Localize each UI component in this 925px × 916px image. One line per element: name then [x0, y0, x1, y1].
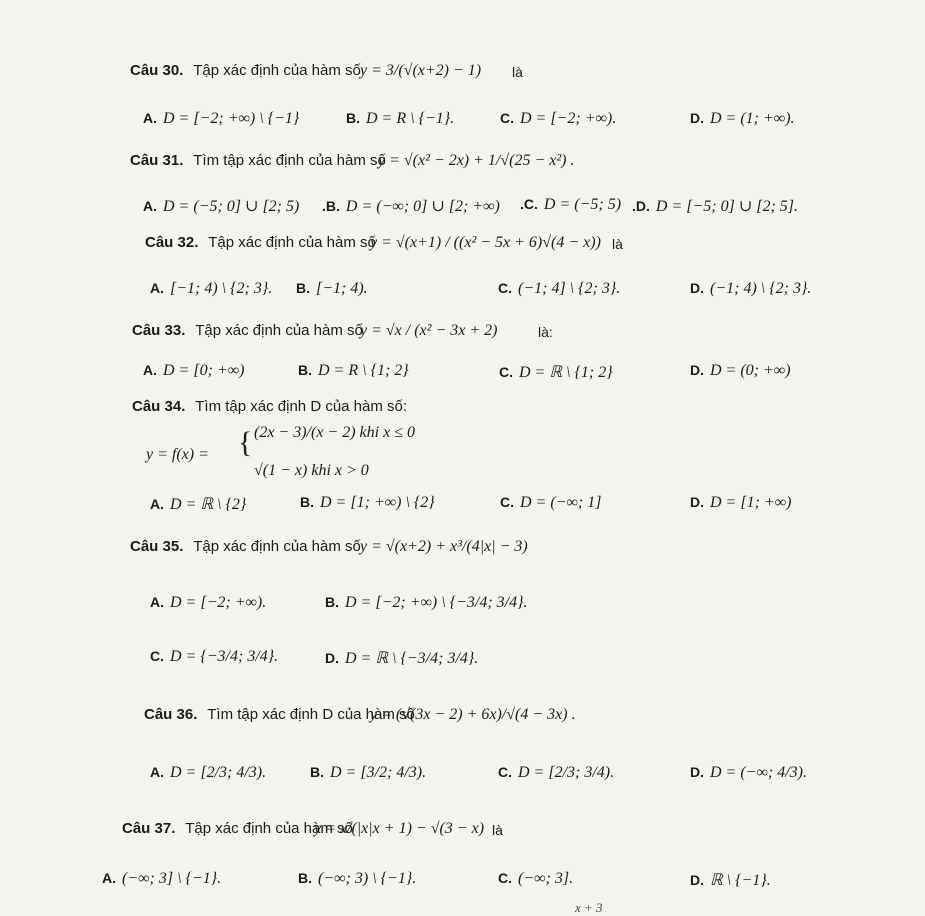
option-c[interactable]: C. D = [2/3; 3/4). — [498, 764, 615, 781]
option-d[interactable]: D. D = (1; +∞). — [690, 110, 795, 127]
option-c[interactable]: C. D = [−2; +∞). — [500, 110, 617, 127]
option-a[interactable]: A. [−1; 4) \ {2; 3}. — [150, 280, 273, 297]
option-a[interactable]: A. D = ℝ \ {2} — [150, 496, 247, 513]
option-a[interactable]: A. D = [0; +∞) — [143, 362, 245, 379]
option-b[interactable]: B. D = [3/2; 4/3). — [310, 764, 427, 781]
question-stem: Tập xác định của hàm số — [195, 322, 363, 339]
cut-off-fragment: x + 3 — [575, 900, 603, 915]
question-stem: Tập xác định của hàm số — [193, 62, 361, 79]
option-c[interactable]: C. (−1; 4] \ {2; 3}. — [498, 280, 621, 297]
option-b[interactable]: B. [−1; 4). — [296, 280, 368, 297]
question-formula: y = x/(|x|x + 1) − √(3 − x) — [314, 820, 485, 837]
question-formula: y = √(x+1) / ((x² − 5x + 6)√(4 − x)) — [370, 234, 601, 251]
piecewise-case-2: √(1 − x) khi x > 0 — [254, 462, 369, 479]
question-stem: Tập xác định của hàm số — [208, 234, 376, 251]
question-stem: Tìm tập xác định của hàm số — [193, 152, 386, 169]
option-b[interactable]: B. D = R \ {−1}. — [346, 110, 455, 127]
question-number: Câu 37. — [122, 820, 176, 837]
option-b[interactable]: .B. D = (−∞; 0] ∪ [2; +∞) — [322, 198, 500, 215]
piecewise-case-1: (2x − 3)/(x − 2) khi x ≤ 0 — [254, 424, 415, 441]
option-d[interactable]: D. D = ℝ \ {−3/4; 3/4}. — [325, 650, 479, 667]
option-c[interactable]: C. D = {−3/4; 3/4}. — [150, 648, 279, 665]
option-b[interactable]: B. D = [1; +∞) \ {2} — [300, 494, 435, 511]
question-formula: y = 3/(√(x+2) − 1) — [360, 62, 482, 79]
question-tail: là — [612, 236, 623, 252]
question-number: Câu 32. — [145, 234, 199, 251]
option-d[interactable]: .D. D = [−5; 0] ∪ [2; 5]. — [632, 198, 799, 215]
question-number: Câu 31. — [130, 152, 184, 169]
option-d[interactable]: D. ℝ \ {−1}. — [690, 872, 771, 889]
option-d[interactable]: D. D = [1; +∞) — [690, 494, 792, 511]
question-formula: y = √x / (x² − 3x + 2) — [360, 322, 498, 339]
option-a[interactable]: A. (−∞; 3] \ {−1}. — [102, 870, 222, 887]
option-a[interactable]: A. D = [−2; +∞). — [150, 594, 267, 611]
option-c[interactable]: C. (−∞; 3]. — [498, 870, 574, 887]
option-c[interactable]: .C. D = (−5; 5) — [520, 196, 622, 213]
question-stem: Tìm tập xác định D của hàm số — [207, 706, 415, 723]
option-a[interactable]: A. D = (−5; 0] ∪ [2; 5) — [143, 198, 300, 215]
question-tail: là — [492, 822, 503, 838]
option-c[interactable]: C. D = (−∞; 1] — [500, 494, 602, 511]
question-tail: là: — [538, 324, 553, 340]
question-stem: Tập xác định của hàm số — [193, 538, 361, 555]
question-stem: Tìm tập xác định D của hàm số: — [195, 398, 408, 415]
option-a[interactable]: A. D = [−2; +∞) \ {−1} — [143, 110, 300, 127]
question-formula: y = √(x² − 2x) + 1/√(25 − x²) . — [378, 152, 575, 169]
option-b[interactable]: B. (−∞; 3) \ {−1}. — [298, 870, 417, 887]
question-number: Câu 33. — [132, 322, 186, 339]
question-stem: Tập xác định của hàm số — [185, 820, 353, 837]
option-b[interactable]: B. D = [−2; +∞) \ {−3/4; 3/4}. — [325, 594, 528, 611]
option-d[interactable]: D. (−1; 4) \ {2; 3}. — [690, 280, 812, 297]
question-formula: y = (√(3x − 2) + 6x)/√(4 − 3x) . — [370, 706, 576, 723]
option-c[interactable]: C. D = ℝ \ {1; 2} — [499, 364, 613, 381]
question-tail: là — [512, 64, 523, 80]
option-d[interactable]: D. D = (0; +∞) — [690, 362, 791, 379]
question-number: Câu 35. — [130, 538, 184, 555]
question-number: Câu 34. — [132, 398, 186, 415]
option-d[interactable]: D. D = (−∞; 4/3). — [690, 764, 807, 781]
option-a[interactable]: A. D = [2/3; 4/3). — [150, 764, 267, 781]
question-number: Câu 36. — [144, 706, 198, 723]
piecewise-brace: { — [238, 426, 253, 459]
option-b[interactable]: B. D = R \ {1; 2} — [298, 362, 409, 379]
question-formula: y = √(x+2) + x³/(4|x| − 3) — [360, 538, 528, 555]
piecewise-lhs: y = f(x) = — [146, 446, 209, 463]
question-number: Câu 30. — [130, 62, 184, 79]
